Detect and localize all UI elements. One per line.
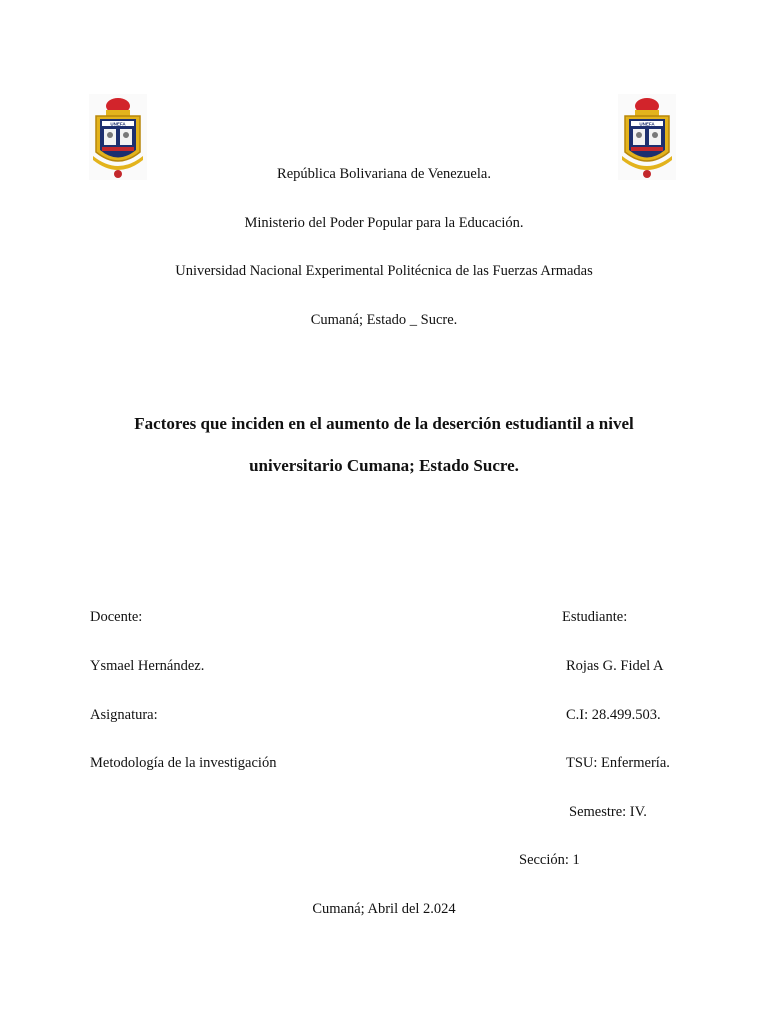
- header-ministry: Ministerio del Poder Popular para la Educación.: [244, 215, 524, 231]
- document-title-line1: Factores que inciden en el aumento de la deserción estudiantil a nivel: [134, 414, 634, 433]
- svg-text:UNEFA: UNEFA: [110, 121, 126, 127]
- header-university: Universidad Nacional Experimental Politécnica de las Fuerzas Armadas: [175, 263, 593, 279]
- seccion: Sección: 1: [519, 852, 580, 868]
- asignatura-label: Asignatura:: [90, 707, 158, 723]
- docente-name: Ysmael Hernández.: [90, 658, 205, 674]
- header-location: Cumaná; Estado _ Sucre.: [310, 312, 458, 328]
- svg-text:UNEFA: UNEFA: [639, 121, 655, 127]
- docente-label: Docente:: [90, 609, 143, 625]
- estudiante-label: Estudiante:: [562, 609, 628, 625]
- footer-place-date: Cumaná; Abril del 2.024: [312, 901, 456, 917]
- estudiante-semestre: Semestre: IV.: [569, 804, 647, 820]
- header-republic: República Bolivariana de Venezuela.: [277, 166, 491, 182]
- estudiante-name: Rojas G. Fidel A: [566, 658, 664, 674]
- estudiante-carrera: TSU: Enfermería.: [566, 755, 670, 771]
- asignatura-value: Metodología de la investigación: [90, 755, 277, 771]
- estudiante-ci: C.I: 28.499.503.: [566, 707, 661, 723]
- document-title-line2: universitario Cumana; Estado Sucre.: [249, 456, 519, 475]
